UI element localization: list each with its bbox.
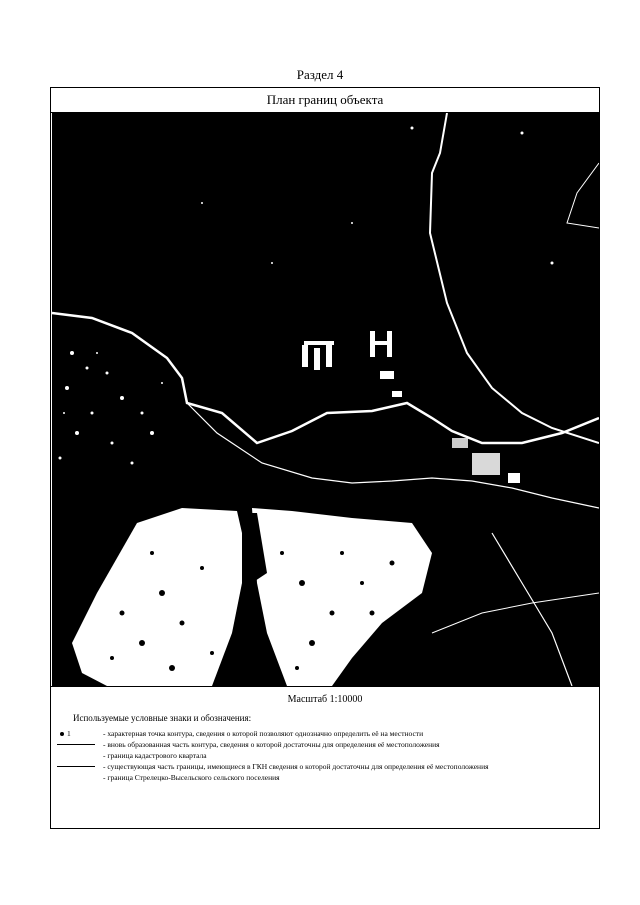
plan-title: План границ объекта (51, 88, 599, 113)
settlement-boundary-symbol (57, 772, 95, 783)
legend-item-text: - граница Стрелецко-Высельского сельского поселения (103, 773, 280, 782)
point-number: 1 (67, 729, 71, 738)
legend-item (57, 750, 597, 761)
satellite-image (52, 113, 599, 686)
legend-item-text: - характерная точка контура, сведения о которой позволяют однозначно определить её на местности (103, 729, 424, 738)
legend-title: Используемые условные знаки и обозначения: (73, 713, 252, 723)
satellite-map (52, 113, 599, 686)
thick-line-symbol (57, 761, 95, 772)
legend-item-text: - существующая часть границы, имеющиеся в ГКН сведения о которой достаточны для определения её местоположения (103, 762, 489, 771)
point-dot-icon (60, 732, 64, 736)
thin-line-symbol (57, 739, 95, 750)
legend-item (57, 772, 597, 783)
boundary-point-symbol (57, 728, 95, 739)
map-divider (51, 686, 599, 687)
legend-item-text: - вновь образованная часть контура, сведения о которой достаточны для определения её местоположения (103, 740, 440, 749)
section-title: Раздел 4 (296, 67, 344, 82)
legend (57, 728, 597, 783)
scale-label: Масштаб 1:10000 (287, 694, 363, 705)
legend-item (57, 761, 597, 772)
legend-item (57, 728, 597, 739)
quarter-boundary-symbol (57, 750, 95, 761)
legend-item-text: - граница кадастрового квартала (103, 751, 207, 760)
legend-item (57, 739, 597, 750)
plan-frame (50, 87, 600, 829)
